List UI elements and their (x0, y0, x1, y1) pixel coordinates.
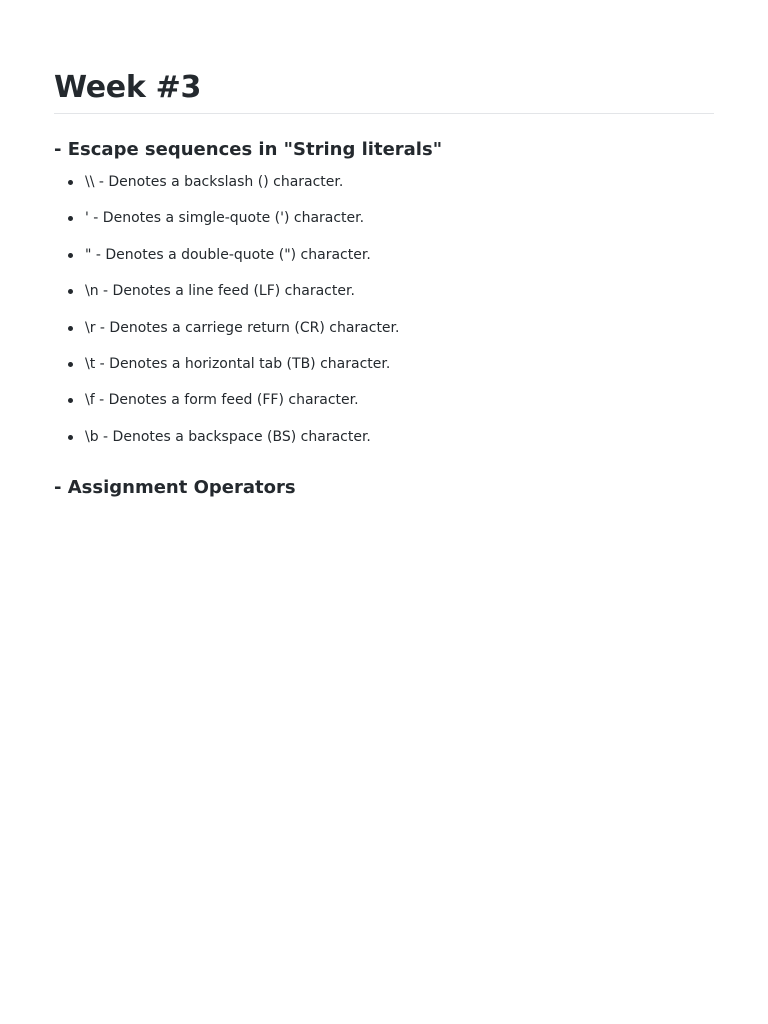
bullet-icon (68, 362, 73, 367)
page-title: Week #3 (54, 70, 202, 105)
bullet-icon (68, 435, 73, 440)
list-item-text: " - Denotes a double-quote (") character. (85, 246, 371, 263)
list-item (54, 281, 714, 317)
bullet-icon (68, 216, 73, 221)
list-item (54, 427, 714, 463)
bullet-icon (68, 253, 73, 258)
list-item (54, 318, 714, 354)
list-item-text: ' - Denotes a simgle-quote (') character. (85, 210, 365, 227)
bullet-icon (68, 289, 73, 294)
bullet-icon (68, 398, 73, 403)
list-item-text: \r - Denotes a carriege return (CR) character. (85, 319, 400, 336)
section-heading-assignment-operators: - Assignment Operators (54, 477, 296, 499)
list-item (54, 208, 714, 244)
section-heading-escape-sequences: - Escape sequences in "String literals" (54, 139, 443, 160)
list-item (54, 390, 714, 426)
list-item-text: \t - Denotes a horizontal tab (TB) character. (85, 355, 391, 372)
bullet-icon (68, 326, 73, 331)
title-divider (54, 113, 714, 114)
list-item (54, 245, 714, 281)
list-item-text: \f - Denotes a form feed (FF) character. (85, 392, 359, 409)
list-item (54, 172, 714, 208)
bullet-icon (68, 180, 73, 185)
list-item-text: \b - Denotes a backspace (BS) character. (85, 428, 371, 445)
list-item (54, 354, 714, 390)
list-item-text: \\ - Denotes a backslash () character. (85, 174, 344, 190)
escape-sequence-list (54, 172, 714, 463)
list-item-text: \n - Denotes a line feed (LF) character. (85, 283, 355, 300)
